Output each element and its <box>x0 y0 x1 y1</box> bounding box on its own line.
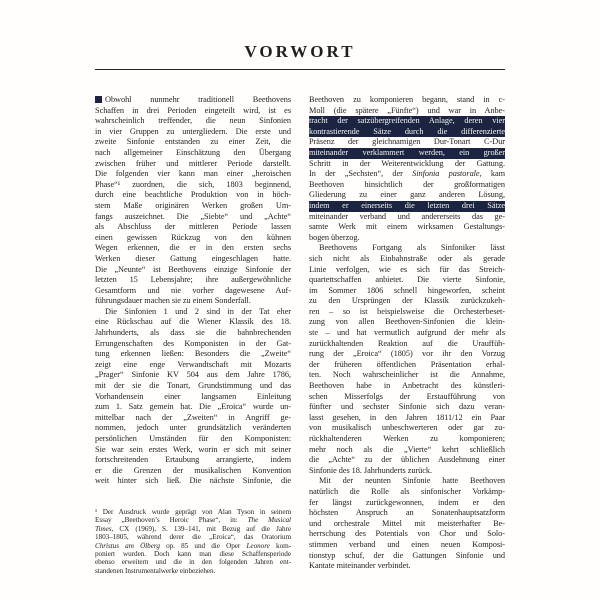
text-line: fer längst zurückgewonnen, indem er den <box>309 497 505 507</box>
text-line: natürlich die Rolle als sinfonischer Vorkämp- <box>309 486 505 496</box>
text-line: zeigt eine enge Verwandtschaft mit Mozarts <box>95 359 291 369</box>
left-column <box>95 95 291 575</box>
text-line: weit hinter sich ließ. Die nächste Sinfonie, die <box>95 476 291 486</box>
text-line: bogen überzog. <box>309 232 360 242</box>
text-line: zung von allen Beethoven-Sinfonien die klein- <box>309 317 505 327</box>
text-line: rung der „Eroica“ (1805) vor ihr den Vorzug <box>309 349 505 359</box>
text-line: Christus am Ölberg op. 85 und die Oper Leonore kom- <box>95 541 291 550</box>
text-line: indem er einerseits die letzten drei Sätze <box>309 200 505 210</box>
text-line: ren – so ist beispielsweise die Orchesterbeset- <box>309 306 505 316</box>
right-column-text <box>309 95 505 572</box>
text-line: Essay „Beethoven’s Heroic Phase“, in: The Musical <box>95 516 291 525</box>
text-line: Errungenschaften des Komponisten in der Gat- <box>95 338 291 348</box>
text-line: führungsdauer machen sie zu einem Sonderfall. <box>95 296 251 306</box>
text-line: zwischen früher und mittlerer Periode darstellt. <box>95 158 291 168</box>
text-line: eine Rückschau auf die Wiener Klassik des 18. <box>95 317 291 327</box>
text-line: Die folgenden vier kann man einer „heroischen <box>95 169 291 179</box>
text-line: Beethoven zu komponieren begann, stand in c- <box>309 95 505 104</box>
text-line: Wegen erkennen, die er in den ersten sechs <box>95 243 291 253</box>
text-line: Mit der neunten Sinfonie hatte Beethoven <box>319 476 505 486</box>
text-line: Moll (die spätere „Fünfte“) und war in Anbe- <box>309 105 505 115</box>
text-line: 1803–1805, während derer die „Eroica“, das Oratorium <box>95 533 291 542</box>
text-line: herrschung des Potentials von Chor und Solo- <box>309 529 505 539</box>
text-line: wahrscheinlich treffender, die neun Sinfonien <box>95 116 291 126</box>
text-line: Sinfonie des 18. Jahrhunderts zurück. <box>309 465 433 475</box>
text-line: quartettschaffen anbietet. Die vierte Sinfonie, <box>309 275 505 285</box>
text-line: Schritt in der Weiterentwicklung der Gattung. <box>309 158 505 168</box>
text-line: standenen Instrumentalwerke einbeziehen. <box>95 566 216 575</box>
text-line: Gesamtform und nie vorher dagewesene Auf- <box>95 285 291 295</box>
text-line: Phase“¹ zuordnen, die sich, 1803 beginnend, <box>95 179 291 189</box>
text-line: mit der sie die Tonart, Grundstimmung und das <box>95 381 291 391</box>
selection-marker <box>95 96 102 104</box>
text-line: zum 1. Satz gemein hat. Die „Eroica“ wurde un- <box>95 402 291 412</box>
text-line: einen gewissen Rückzug von den kühnen <box>95 232 291 242</box>
text-line: Gliederung zu einer ganz anderen Lösung, <box>309 190 505 200</box>
text-line: ten. Noch wahrscheinlicher ist die Annahme, <box>309 370 505 380</box>
text-line: Vorhandensein einer langsamen Einleitung <box>95 391 291 401</box>
text-line: Sie war sein erstes Werk, worin er sich mit seiner <box>95 444 291 454</box>
text-line: nach allgemeiner Einschätzung den Übergang <box>95 147 291 157</box>
text-line: Die Sinfonien 1 und 2 sind in der Tat eher <box>105 306 291 316</box>
text-line: Jahrhunderts, als dass sie die bahnbrechenden <box>95 328 291 338</box>
text-line: er die Grenzen der musikalischen Konvention <box>95 465 291 475</box>
text-line: und orchestrale Mittel mit meisterhafter Be- <box>309 518 505 528</box>
text-line: mittelbar nach der „Zweiten“ in Angriff ge- <box>95 412 291 422</box>
text-line: schen Misserfolgs der Erstaufführung von <box>309 391 505 401</box>
text-line: sich nicht als Einbahnstraße oder als gerade <box>309 253 505 263</box>
text-line: durch eine beachtliche Produktion von in höch- <box>95 190 291 200</box>
text-line: fortschreitenden Ertaubung arrangierte, indem <box>95 455 291 465</box>
text-line: tionstyp schuf, der die Gattungen Sinfonie und <box>309 550 505 560</box>
text-line: rückhaltenderen Werken zu komponieren; <box>309 434 505 443</box>
text-line: kontrastierende Sätze durch die differenzierte <box>309 126 505 136</box>
text-line: im Sommer 1806 schnell hingeworfen, scheint <box>309 285 505 295</box>
text-line: In der „Sechsten“, der Sinfonia pastorale, kam <box>309 169 505 179</box>
text-line: ste – und hat vermutlich aufgrund der mehr als <box>309 328 505 338</box>
text-line: nommen, jedoch unter grundsätzlich veränderten <box>95 423 291 433</box>
text-line: die „Achte“ zu der üblichen Ausdehnung einer <box>309 455 505 465</box>
text-columns <box>95 95 505 575</box>
footnote <box>95 508 291 575</box>
title-rule <box>95 69 505 70</box>
text-line: von musikalisch unbeschwerteren oder gar zu- <box>309 423 505 433</box>
text-line: Werken dieser Gattung eingeschlagen hatte. <box>95 253 291 263</box>
text-line: ebenso erweitern und die in den folgenden Jahren ent- <box>95 558 291 567</box>
text-line: persönlichen Umständen für den Komponisten: <box>95 434 291 443</box>
text-line: „Prager“ Sinfonie KV 504 aus dem Jahre 1786, <box>95 370 291 380</box>
text-line: Die „Neunte“ ist Beethovens einzige Sinfonie der <box>95 264 291 274</box>
text-line: tracht der satzübergreifenden Anlage, deren vier <box>309 116 505 126</box>
page-title: VORWORT <box>244 42 356 61</box>
text-line: der früheren öffentlichen Präsentation erhal- <box>309 359 505 369</box>
text-line: Linie verfolgen, wie es sich für das Streich- <box>309 264 505 274</box>
text-line: als Abschluss der mittleren Periode lassen <box>95 222 291 232</box>
text-line: Schaffen in drei Perioden eingeteilt wird, ist es <box>95 105 291 115</box>
text-line: letzten 15 Lebensjahre; ihre außergewöhnliche <box>95 275 291 285</box>
text-line: Times, CX (1969), S. 139–141, mit Bezug auf die Jahre <box>95 524 291 533</box>
text-line: samte Werk mit einem wirksamen Gestaltungs- <box>309 222 505 232</box>
text-line: höchsten Anspruch an Sonatenhauptsatzform <box>309 508 505 518</box>
text-line: Obwohl nunmehr traditionell Beethovens <box>95 95 291 106</box>
text-line: stimmen verband und einen neuen Komposi- <box>309 539 505 549</box>
text-line: poniert wurden. Doch kann man diese Schaffensperiode <box>95 549 291 558</box>
text-line: stem Maße originären Werken großen Um- <box>95 200 291 210</box>
text-line: fangs auszeichnet. Die „Siebte“ und „Achte“ <box>95 211 291 221</box>
text-line: zurückhaltenden Reaktion auf die Urauffüh- <box>309 338 505 348</box>
text-line: Beethoven hinsichtlich der großformatigen <box>309 179 505 189</box>
text-line: miteinander verband und andererseits das ge- <box>309 211 505 221</box>
text-line: Präsenz der gleichnamigen Dur-Tonart C-Dur <box>309 137 505 147</box>
text-line: Kantate miteinander verbindet. <box>309 561 411 571</box>
text-line: in vier Gruppen zu untergliedern. Die erste und <box>95 126 291 136</box>
text-line: zu den Ursprüngen der Klassik zurückzukeh- <box>309 296 505 306</box>
text-line: zweite Sinfonie entstanden zu einer Zeit, die <box>95 137 291 147</box>
right-column <box>309 95 505 575</box>
text-line: lasst gesehen, in den Jahren 1811/12 ein Paar <box>309 412 505 422</box>
text-line: Beethovens Fortgang als Sinfoniker lässt <box>319 243 505 253</box>
left-column-text <box>95 95 291 487</box>
text-line: mehr noch als die „Vierte“ kehrt schließlich <box>309 444 505 454</box>
text-line: fünfter und sechster Sinfonie sich dazu veran- <box>309 402 505 412</box>
text-line: Beethoven habe in Anbetracht des künstleri- <box>309 381 505 391</box>
text-line: miteinander verklammert werden, ein großer <box>309 147 505 157</box>
text-line: tung erkennen ließen: Besonders die „Zweite“ <box>95 349 291 359</box>
text-line: ¹ Der Ausdruck wurde geprägt von Alan Tyson in seinem <box>95 507 291 516</box>
